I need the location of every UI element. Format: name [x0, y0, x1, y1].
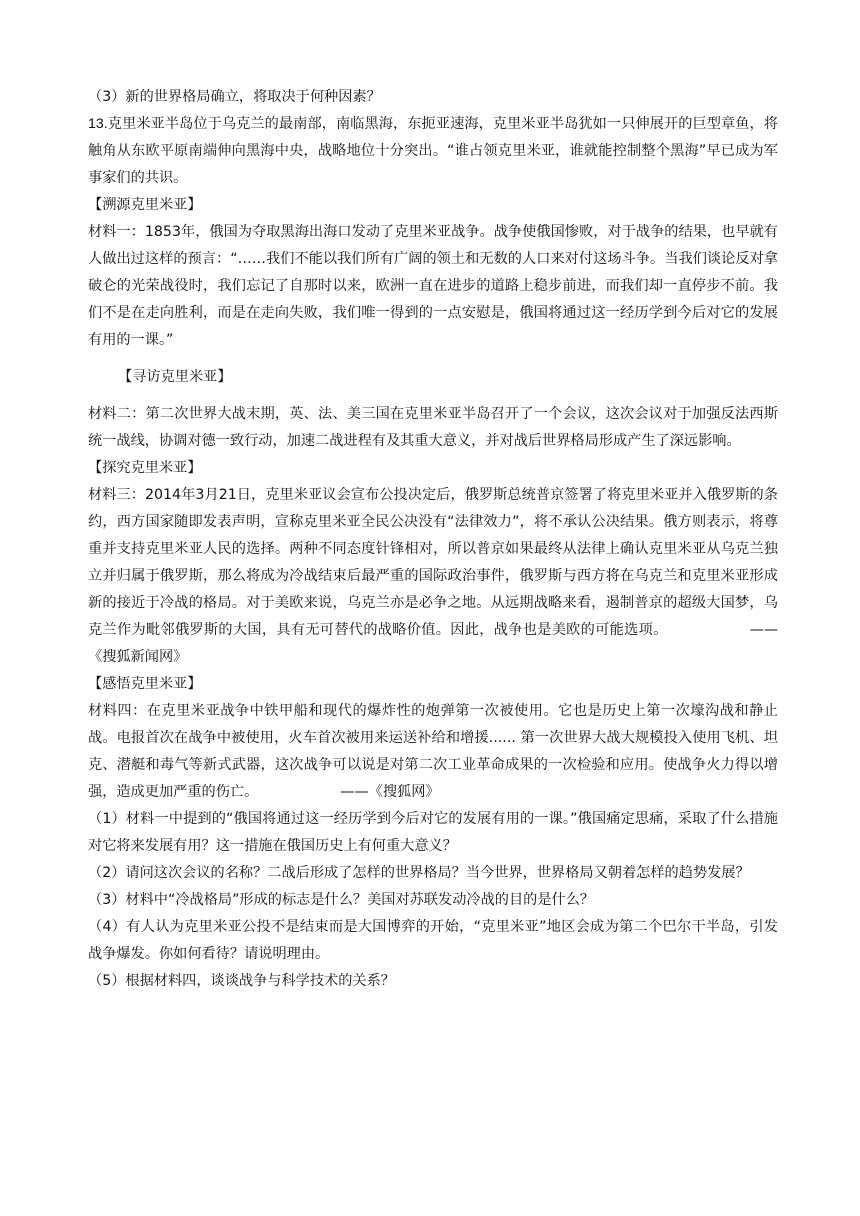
material-1: 材料一：1853年，俄国为夺取黑海出海口发动了克里米亚战争。战争使俄国惨败，对于战争的结果，也早就有人做出过这样的预言：“……我们不能以我们所有广阔的领土和无数的人口来对付这场斗争。当我们谈论反对拿破仑的光荣战役时，我们忘记了自那时以来，欧洲一直在进步的道路上稳步前进，而我们却一直停步不前。我们不是在走向胜利，而是在走向失败，我们唯一得到的一点安慰是，俄国将通过这一经历学到今后对它的发展有用的一课。”: [88, 224, 778, 348]
sub-question-1: （1）材料一中提到的“俄国将通过这一经历学到今后对它的发展有用的一课。”俄国痛定思痛，采取了什么措施对它将来发展有用？这一措施在俄国历史上有何重大意义？: [88, 811, 778, 854]
material-4-source: ——《搜狐网》: [340, 784, 440, 800]
document-page: [88, 84, 778, 995]
section-heading-reflect: 【感悟克里米亚】: [88, 676, 202, 692]
question-13-intro-text: 克里米亚半岛位于乌克兰的最南部，南临黑海，东扼亚速海，克里米亚半岛犹如一只伸展开的巨型章鱼，将触角从东欧平原南端伸向黑海中央，战略地位十分突出。“谁占领克里米亚，谁就能控制整个黑海”早已成为军事家们的共识。: [88, 116, 778, 186]
material-3: [88, 482, 778, 671]
sub-question-4: （4）有人认为克里米亚公投不是结束而是大国博弈的开始，“克里米亚”地区会成为第二个巴尔干半岛，引发战争爆发。你如何看待？请说明理由。: [88, 919, 778, 962]
sub-question-3: （3）材料中“冷战格局”形成的标志是什么？美国对苏联发动冷战的目的是什么？: [88, 892, 595, 908]
section-heading-trace: 【溯源克里米亚】: [88, 197, 202, 213]
sub-question-2: （2）请问这次会议的名称？二战后形成了怎样的世界格局？当今世界，世界格局又朝着怎样的趋势发展？: [88, 865, 750, 881]
section-heading-explore: 【探究克里米亚】: [88, 460, 202, 476]
question-13-intro: [88, 111, 778, 192]
previous-question-3: （3）新的世界格局确立，将取决于何种因素？: [88, 89, 381, 105]
question-13-number: 13.: [88, 116, 108, 132]
material-3-source: ——《搜狐新闻网》: [88, 622, 778, 665]
sub-question-5: （5）根据材料四，谈谈战争与科学技术的关系？: [88, 973, 395, 989]
section-heading-visit: 【寻访克里米亚】: [118, 369, 232, 385]
material-3-text: 材料三：2014年3月21日，克里米亚议会宣布公投决定后，俄罗斯总统普京签署了将克里米亚并入俄罗斯的条约，西方国家随即发表声明，宣称克里米亚全民公决没有“法律效力”，将不承认公决结果。俄方则表示，将尊重并支持克里米亚人民的选择。两种不同态度针锋相对，所以普京如果最终从法律上确认克里米亚从乌克兰独立并归属于俄罗斯，那么将成为冷战结束后最严重的国际政治事件，俄罗斯与西方将在乌克兰和克里米亚形成新的接近于冷战的格局。对于美欧来说，乌克兰亦是必争之地。从远期战略来看，遏制普京的超级大国梦，乌克兰作为毗邻俄罗斯的大国，具有无可替代的战略价值。因此，战争也是美欧的可能选项。: [88, 487, 778, 638]
material-4-text: 材料四：在克里米亚战争中铁甲船和现代的爆炸性的炮弹第一次被使用。它也是历史上第一次壕沟战和静止战。电报首次在战争中被使用，火车首次被用来运送补给和增援...... 第一次世界大战大规模投入使用飞机、坦克、潜艇和毒气等新式武器，这次战争可以说是对第二次工业革命成果的一次检验和应用。使战争火力得以增强，造成更加严重的伤亡。: [88, 703, 778, 800]
material-2: 材料二：第二次世界大战末期，英、法、美三国在克里米亚半岛召开了一个会议，这次会议对于加强反法西斯统一战线，协调对德一致行动，加速二战进程有及其重大意义，并对战后世界格局形成产生了深远影响。: [88, 406, 778, 449]
material-4: [88, 698, 778, 806]
